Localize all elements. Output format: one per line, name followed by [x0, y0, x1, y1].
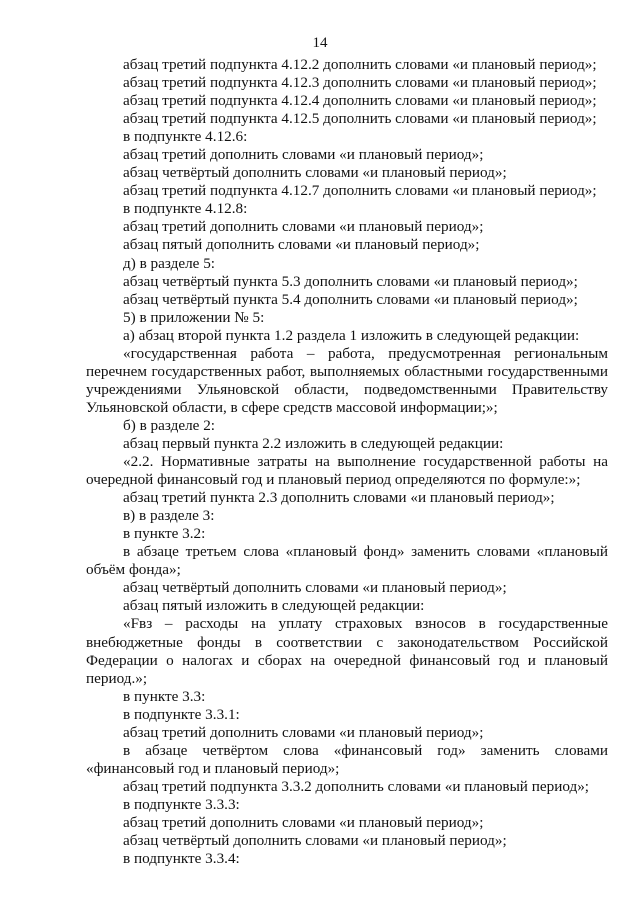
paragraph: абзац четвёртый дополнить словами «и плановый период»;	[123, 832, 507, 850]
paragraph: абзац третий дополнить словами «и плановый период»;	[123, 218, 484, 236]
paragraph: абзац первый пункта 2.2 изложить в следующей редакции:	[123, 434, 504, 452]
paragraph: абзац третий подпункта 4.12.2 дополнить словами «и плановый период»;	[123, 56, 597, 73]
paragraph: абзац третий дополнить словами «и плановый период»;	[123, 813, 484, 831]
paragraph: абзац пятый дополнить словами «и плановый период»;	[123, 236, 480, 254]
paragraph: абзац третий подпункта 4.12.5 дополнить словами «и плановый период»;	[123, 110, 597, 128]
paragraph: абзац третий дополнить словами «и плановый период»;	[123, 146, 484, 164]
paragraph: абзац четвёртый дополнить словами «и плановый период»;	[123, 164, 507, 182]
paragraph: абзац четвёртый дополнить словами «и плановый период»;	[123, 579, 507, 597]
paragraph: в абзаце третьем слова «плановый фонд» заменить словами «плановый объём фонда»;	[86, 543, 608, 579]
paragraph: абзац четвёртый пункта 5.3 дополнить словами «и плановый период»;	[123, 272, 578, 290]
paragraph: в абзаце четвёртом слова «финансовый год» заменить словами «финансовый год и плановый период»;	[86, 741, 608, 777]
paragraph: в подпункте 3.3.3:	[123, 795, 240, 813]
paragraph: в подпункте 4.12.8:	[123, 200, 248, 218]
paragraph: абзац третий подпункта 4.12.4 дополнить словами «и плановый период»;	[123, 92, 597, 110]
paragraph: д) в разделе 5:	[123, 254, 216, 272]
paragraph: а) абзац второй пункта 1.2 раздела 1 изложить в следующей редакции:	[123, 326, 580, 344]
paragraph: в) в разделе 3:	[123, 507, 215, 525]
paragraph: абзац третий дополнить словами «и плановый период»;	[123, 723, 484, 741]
paragraph: «2.2. Нормативные затраты на выполнение государственной работы на очередной финансовый год и плановый период определяются по формуле:»;	[86, 453, 608, 489]
paragraph: «государственная работа – работа, предусмотренная региональным перечнем государственных работ, выполняемых областными государственными учреждениями Ульяновской области, подведомственными Правительству Ульяновской области, в сфере средств массовой информации;»;	[86, 344, 608, 416]
page-number: 14	[312, 35, 328, 51]
paragraph: абзац третий подпункта 4.12.7 дополнить словами «и плановый период»;	[123, 182, 597, 200]
paragraph: «Fвз – расходы на уплату страховых взносов в государственные внебюджетные фонды в соответствии с законодательством Российской Федерации о налогах и сборах на очередной финансовый год и плановый период.»;	[86, 615, 608, 687]
paragraph: б) в разделе 2:	[123, 416, 216, 434]
paragraph: 5) в приложении № 5:	[123, 308, 265, 326]
paragraph: абзац третий пункта 2.3 дополнить словами «и плановый период»;	[123, 489, 555, 507]
paragraph: в подпункте 3.3.4:	[123, 850, 240, 868]
paragraph: в пункте 3.3:	[123, 687, 206, 705]
document-body	[86, 56, 608, 868]
paragraph: в подпункте 4.12.6:	[123, 128, 248, 146]
paragraph: абзац третий подпункта 3.3.2 дополнить словами «и плановый период»;	[123, 777, 590, 795]
paragraph: в подпункте 3.3.1:	[123, 705, 240, 723]
paragraph: абзац пятый изложить в следующей редакции:	[123, 597, 425, 615]
paragraph: в пункте 3.2:	[123, 525, 206, 543]
paragraph: абзац четвёртый пункта 5.4 дополнить словами «и плановый период»;	[123, 290, 578, 308]
paragraph: абзац третий подпункта 4.12.3 дополнить словами «и плановый период»;	[123, 74, 597, 92]
